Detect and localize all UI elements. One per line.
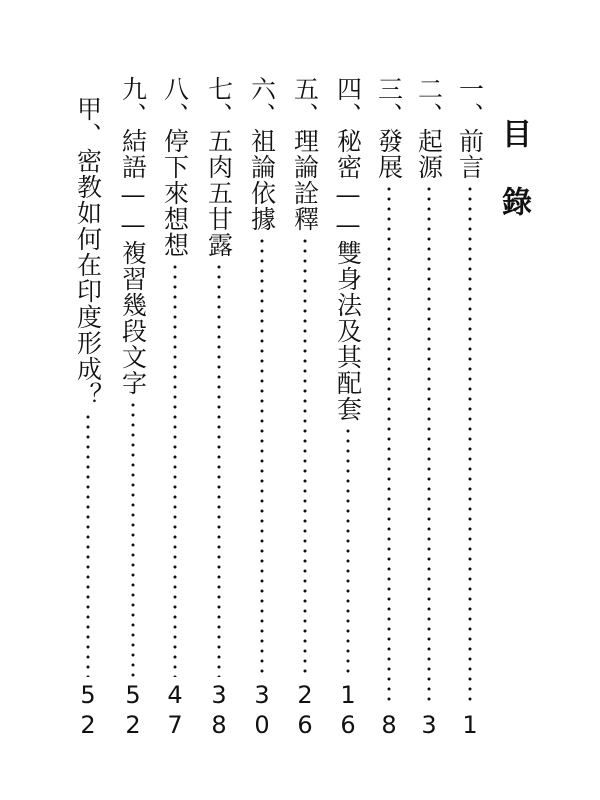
toc-entry	[329, 76, 367, 741]
toc-entry-page: 52	[74, 681, 102, 741]
toc-entry	[451, 76, 489, 741]
toc-entry-label: 七、五肉五甘露	[204, 76, 234, 258]
toc-entry	[243, 76, 281, 741]
toc-entry-page: 1	[456, 711, 484, 741]
toc-entry-page: 16	[334, 681, 362, 741]
dot-leader	[427, 184, 431, 707]
dot-leader	[346, 426, 350, 677]
toc-entry-page: 30	[248, 681, 276, 741]
toc-entry-label: 甲、密教如何在印度形成？	[73, 96, 103, 408]
toc-entry-label: 六、祖論依據	[247, 76, 277, 232]
toc-entry-label: 三、發展	[374, 76, 404, 180]
toc-entry-page: 26	[291, 681, 319, 741]
dot-leader	[387, 184, 391, 707]
dot-leader	[468, 184, 472, 707]
toc-entry-page: 8	[375, 711, 403, 741]
toc-entry-label: 八、停下來想想	[160, 76, 190, 258]
toc-entry-page: 3	[415, 711, 443, 741]
toc-entry	[69, 96, 107, 741]
toc-entry-page: 38	[205, 681, 233, 741]
dot-leader	[260, 236, 264, 677]
toc-entry	[156, 76, 194, 741]
toc-entry-label: 二、起源	[414, 76, 444, 180]
dot-leader	[303, 236, 307, 677]
dot-leader	[173, 262, 177, 677]
toc-entry-label: 九、結語——複習幾段文字	[118, 76, 148, 396]
toc-entry-label: 四、秘密——雙身法及其配套	[333, 76, 363, 422]
toc-entry	[114, 76, 152, 741]
dot-leader	[217, 262, 221, 677]
toc-entry	[286, 76, 324, 741]
toc-entry-page: 47	[161, 681, 189, 741]
toc-entry-label: 一、前言	[455, 76, 485, 180]
toc-entry	[370, 76, 408, 741]
toc-entry	[410, 76, 448, 741]
toc-entry	[200, 76, 238, 741]
dot-leader	[131, 400, 135, 677]
dot-leader	[86, 412, 90, 677]
toc-title: 目錄	[496, 118, 531, 254]
toc-entry-label: 五、理論詮釋	[290, 76, 320, 232]
toc-entry-page: 52	[119, 681, 147, 741]
